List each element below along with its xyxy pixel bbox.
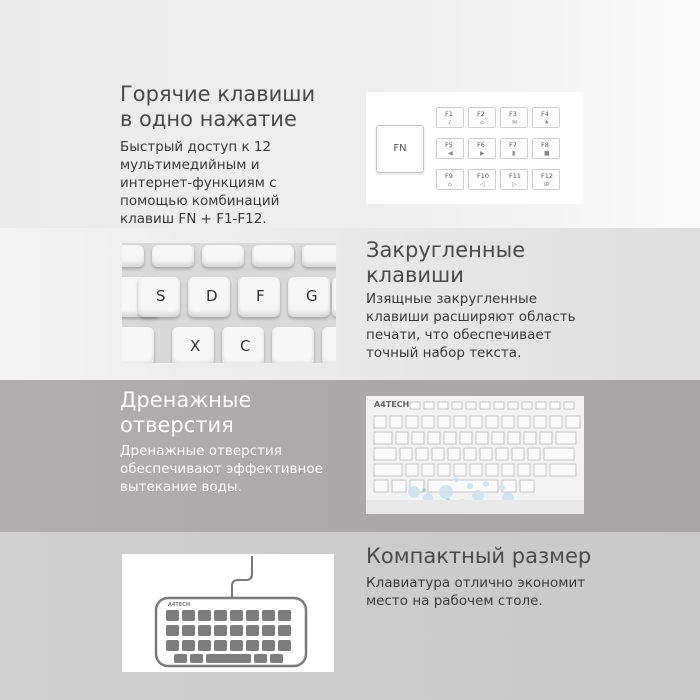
f-key: F6 ▶ xyxy=(468,138,496,159)
key: G xyxy=(288,277,330,317)
f-key: F12 ⊞ xyxy=(532,169,560,190)
keyboard-grid xyxy=(366,396,584,514)
f-key: F10 ◁ xyxy=(468,169,496,190)
f-key: F3 ✉ xyxy=(500,107,528,128)
rounded-keys-image xyxy=(122,243,336,363)
f-key: F5 ◀ xyxy=(436,138,464,159)
f-key: F8 ■ xyxy=(532,138,560,159)
f-key: F1 ♪ xyxy=(436,107,464,128)
key: S xyxy=(138,277,180,317)
drainage-keyboard-image xyxy=(366,396,584,514)
section-hotkeys xyxy=(0,0,700,228)
section-drainage xyxy=(0,380,700,532)
key: C xyxy=(222,327,264,363)
brand-logo: A4TECH xyxy=(374,400,410,409)
f-key: F11 ▷ xyxy=(500,169,528,190)
f-key: F7 ▮ xyxy=(500,138,528,159)
section-compact-title: Компактный размер xyxy=(366,544,592,568)
section-compact xyxy=(0,532,700,700)
section-hotkeys-description: Быстрый доступ к 12 мультимедийным и интернет-функциям с помощью комбинаций клавиш FN + F1-F12. xyxy=(120,139,280,227)
section-drainage-title: Дренажные отверстия xyxy=(120,388,252,437)
f-key: F4 ★ xyxy=(532,107,560,128)
fn-keys-image xyxy=(366,92,583,204)
section-hotkeys-title: Горячие клавиши в одно нажатие xyxy=(120,82,316,131)
key: F xyxy=(238,277,280,317)
brand-logo: A4TECH xyxy=(168,602,191,608)
section-compact-description: Клавиатура отлично экономит место на рабочем столе. xyxy=(366,575,586,609)
key: X xyxy=(172,327,214,363)
section-rounded-keys-title: Закругленные клавиши xyxy=(366,238,526,287)
section-drainage-description: Дренажные отверстия обеспечивают эффективное вытекание воды. xyxy=(120,443,323,495)
compact-keyboard-image xyxy=(122,554,334,672)
spacebar-key xyxy=(206,654,251,663)
section-rounded-keys-description: Изящные закругленные клавиши расширяют область печати, что обеспечивает точный набор текста. xyxy=(366,291,576,361)
f-key: F9 ⌂ xyxy=(436,169,464,190)
fn-key: FN xyxy=(376,125,424,173)
key: D xyxy=(188,277,230,317)
section-rounded-keys xyxy=(0,228,700,380)
f-key: F2 ⌂ xyxy=(468,107,496,128)
